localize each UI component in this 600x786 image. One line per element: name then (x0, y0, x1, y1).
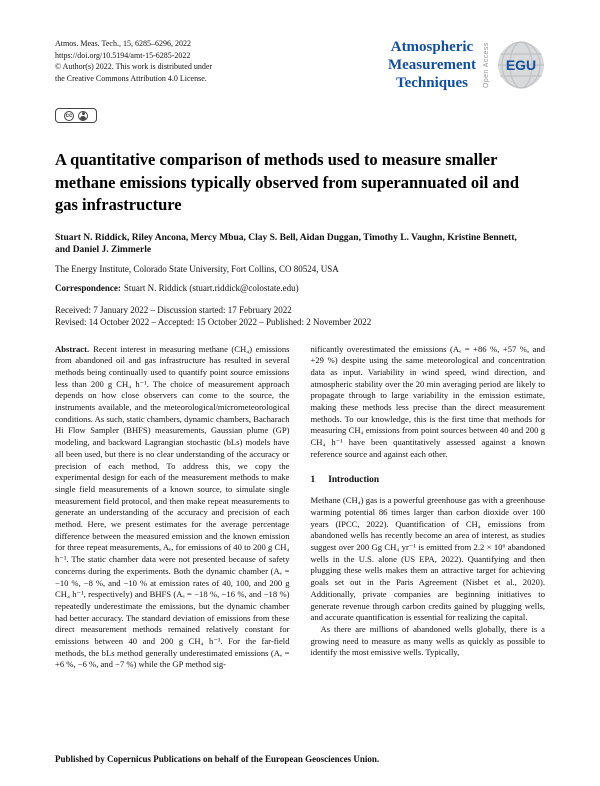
cc-by-person-icon (78, 111, 88, 121)
journal-name (388, 38, 476, 92)
section-number: 1 (310, 474, 316, 485)
abstract-paragraph (55, 344, 290, 672)
egu-logo-text: EGU (505, 57, 537, 73)
affiliation: The Energy Institute, Colorado State University, Fort Collins, CO 80524, USA (55, 263, 339, 274)
authors-line-2: and Daniel J. Zimmerle (55, 245, 152, 255)
abstract-label: Abstract. (55, 343, 90, 354)
journal-name-line: Measurement (387, 57, 476, 73)
copyright-line-1: © Author(s) 2022. This work is distributed under (55, 62, 213, 71)
publisher-footer: Published by Copernicus Publications on behalf of the European Geosciences Union. (55, 754, 380, 764)
section-title: Introduction (328, 474, 380, 485)
authors (55, 232, 545, 257)
open-access-label: Open Access (483, 42, 490, 88)
correspondence (55, 283, 545, 293)
body-columns (55, 344, 545, 672)
publication-info (55, 38, 212, 123)
abstract-text-col1: Recent interest in measuring methane (CH₄) emissions from abandoned oil and gas infrastructure has resulted in several methods being continually used to quantify point source emissions less than 200 g CH₄ h⁻¹. The choice of measurement approach depends on how close observers can come to the source, the instruments available, and the meteorological/micrometeorological conditions. As such, static chambers, dynamic chambers, Bacharach Hi Flow Sampler (BHFS) measurements, Gaussian plume (GP) modeling, and backward Lagrangian stochastic (bLs) models have all been used, but there is no clear understanding of the accuracy or precision of each method. To address this, we copy the experimental design for each of the measurement methods to make single field measurements of a known source, to simulate single measurement field protocol, and then make repeat measurements to generate an understanding of the accuracy and precision of each method. Here, we present estimates for the average percentage difference between the measured emission and the known emission for three repeat measurements, Aₑ, for emissions of 40 to 200 g CH₄ h⁻¹. The static chamber data were not presented because of safety concerns during the experiments. Both the dynamic chamber (Aₑ = −10 %, −8 %, and −10 % at emission rates of 40, 100, and 200 g CH₄ h⁻¹, respectively) and BHFS (Aₑ = −18 %, −16 %, and −18 %) repeatedly underestimate the emissions, but the dynamic chamber had better accuracy. The standard deviation of emissions from these direct measurement methods remained relatively constant for emissions between 40 and 200 g CH₄ h⁻¹. For the far-field methods, the bLs method generally underestimated emissions (Aₑ = +6 %, −6 %, and −7 %) while the GP method sig- (55, 343, 290, 670)
section-heading-introduction (311, 475, 546, 487)
egu-logo-icon (497, 41, 545, 89)
correspondence-text: Stuart N. Riddick (stuart.riddick@colostate.edu) (123, 282, 299, 293)
journal-name-line: Techniques (395, 75, 468, 91)
doi-link[interactable]: https://doi.org/10.5194/amt-15-6285-2022 (55, 50, 191, 60)
introduction-paragraph-1: Methane (CH₄) gas is a powerful greenhouse gas with a greenhouse warming potential 86 times larger than carbon dioxide over 100 years (IPCC, 2022). Quantification of CH₄ emissions from abandoned wells has recently become an area of interest, as studies suggest over 200 Gg CH₄ yr⁻¹ is emitted from 2.2 × 10⁶ abandoned wells in the U.S. alone (US EPA, 2022). Quantifying and then plugging these wells makes them an attractive target for achieving goals set out in the Paris Agreement (Nisbet et al., 2020). Additionally, private companies are beginning initiatives to generate revenue through carbon credits gained by plugging wells, and accurate quantification is essential for realizing the capital. (310, 495, 545, 623)
journal-masthead (388, 38, 545, 92)
received-line: Received: 7 January 2022 – Discussion started: 17 February 2022 (55, 304, 292, 315)
revised-line: Revised: 14 October 2022 – Accepted: 15 October 2022 – Published: 2 November 2022 (55, 317, 372, 327)
authors-line-1: Stuart N. Riddick, Riley Ancona, Mercy Mbua, Clay S. Bell, Aidan Duggan, Timothy L. Vaughn, Kristine Bennett, (55, 232, 517, 243)
page-title: A quantitative comparison of methods used to measure smaller methane emissions typically observed from superannuated oil and gas infrastructure (55, 150, 520, 214)
cc-circle-icon: cc (65, 112, 73, 119)
correspondence-label: Correspondence: (55, 282, 121, 293)
copyright-line-2: the Creative Commons Attribution 4.0 License. (55, 73, 207, 83)
article-dates (55, 304, 545, 329)
left-column (55, 344, 290, 672)
right-column (311, 344, 546, 672)
journal-name-line: Atmospheric (390, 39, 474, 55)
introduction-paragraph-2: As there are millions of abandoned wells globally, there is a growing need to measure as many wells as quickly as possible to identify the most emissive wells. Typically, (310, 623, 545, 658)
abstract-continuation: nificantly overestimated the emissions (Aₑ = +86 %, +57 %, and +29 %) despite using the same meteorological and concentration data as input. Variability in wind speed, wind direction, and atmospheric stability over the 20 min averaging period are likely to propagate through to large variability in the emission estimate, making these methods less precise than the direct measurement methods. To our knowledge, this is the first time that methods for measuring CH₄ emissions from point sources between 40 and 200 g CH₄ h⁻¹ have been quantitatively assessed against a known reference source and against each other. (310, 343, 545, 459)
header (55, 38, 545, 123)
journal-citation: Atmos. Meas. Tech., 15, 6285–6296, 2022 (55, 39, 191, 48)
cc-by-icon (55, 108, 97, 123)
